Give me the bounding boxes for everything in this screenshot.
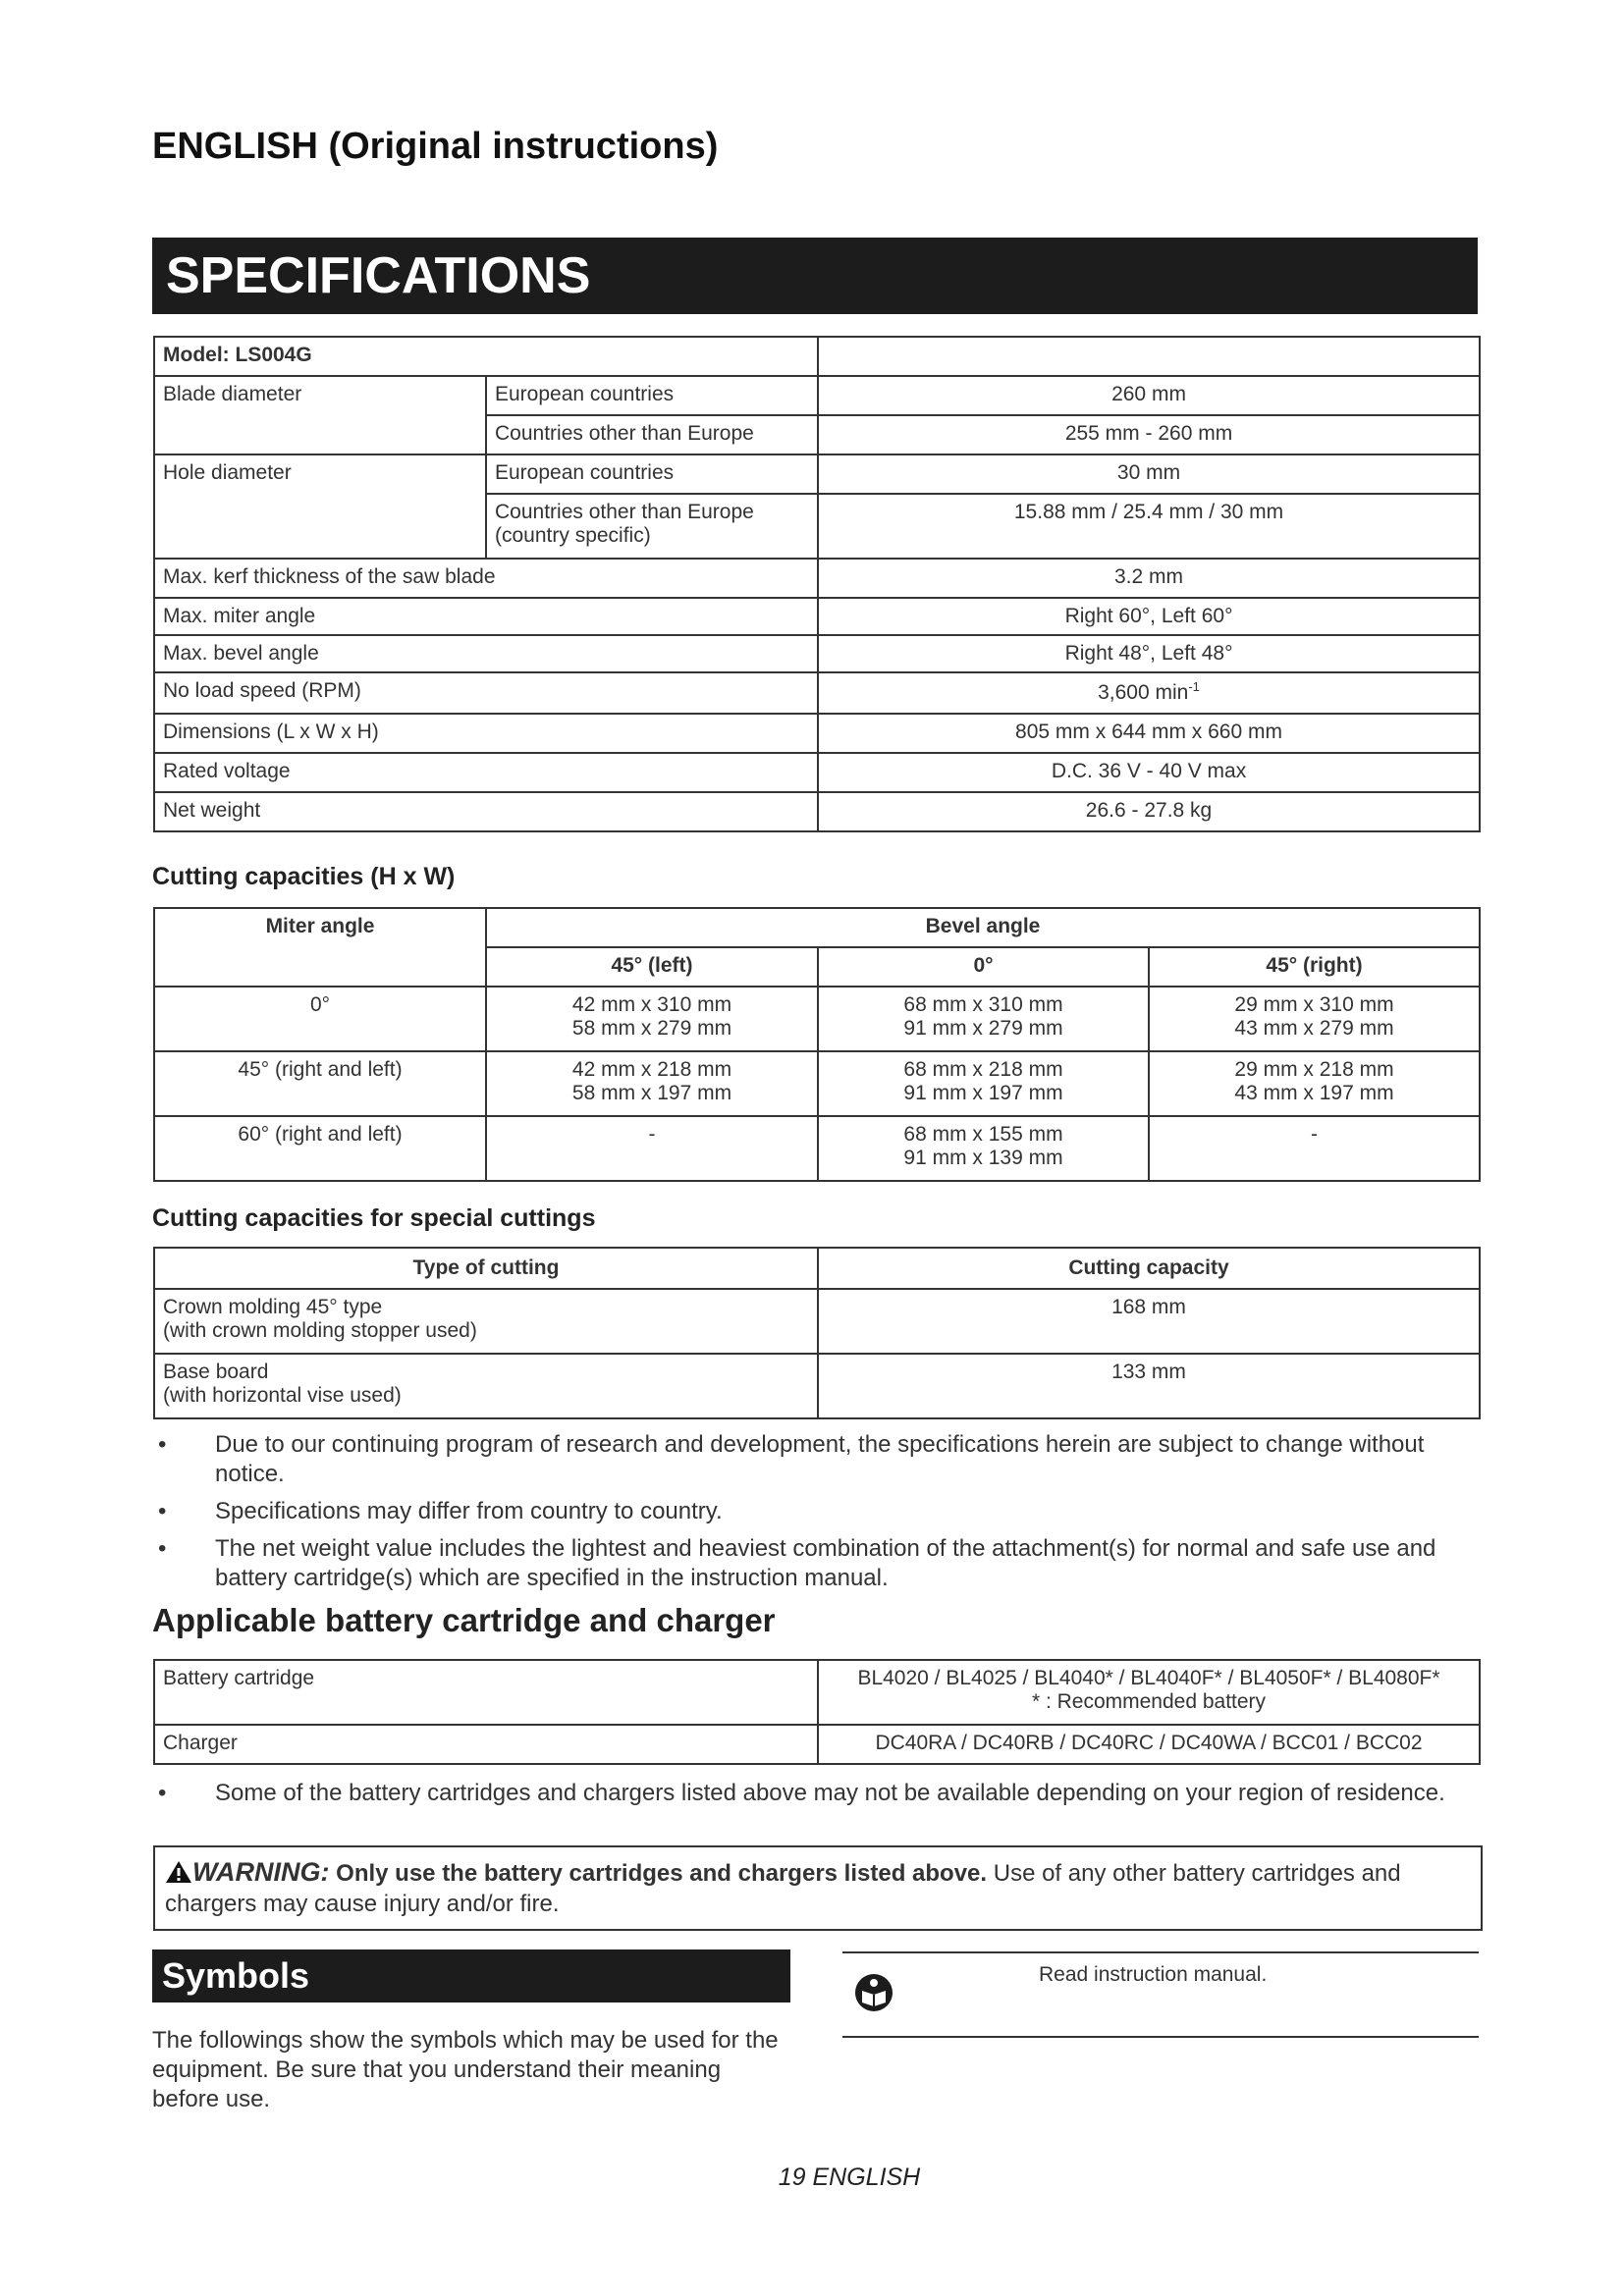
dimensions-value: 805 mm x 644 mm x 660 mm xyxy=(818,714,1480,753)
symbols-intro: The followings show the symbols which may be used for the equipment. Be sure that you understand their meaning before use. xyxy=(152,2027,779,2112)
kerf-label: Max. kerf thickness of the saw blade xyxy=(154,559,818,598)
hole-eu-value: 30 mm xyxy=(818,454,1480,494)
warning-label: WARNING: xyxy=(192,1857,330,1887)
special-cuttings-table xyxy=(153,1247,1481,1419)
bevel-value: Right 48°, Left 48° xyxy=(818,635,1480,672)
model-cell: Model: LS004G xyxy=(154,337,818,376)
specifications-table xyxy=(153,336,1481,832)
miter-angle-header: Miter angle xyxy=(154,908,486,987)
type-of-cutting-header: Type of cutting xyxy=(154,1248,818,1289)
warning-text: Use of any other battery cartridges and chargers may cause injury and/or fire. xyxy=(165,1860,1401,1917)
hole-diameter-label: Hole diameter xyxy=(154,454,486,559)
battery-table xyxy=(153,1659,1481,1765)
bevel-col-right: 45° (right) xyxy=(1149,947,1480,987)
hole-other-value: 15.88 mm / 25.4 mm / 30 mm xyxy=(818,494,1480,559)
battery-notes xyxy=(152,1779,1478,1816)
charger-value: DC40RA / DC40RB / DC40RC / DC40WA / BCC01 / BCC02 xyxy=(818,1725,1480,1764)
blade-diameter-label: Blade diameter xyxy=(154,376,486,454)
list-item: • The net weight value includes the lightest and heaviest combination of the attachment(s) for normal and safe use and battery cartridge(s) which are specified in the instruction manual. xyxy=(152,1534,1478,1593)
list-item: • Due to our continuing program of research and development, the specifications herein are subject to change without notice. xyxy=(152,1430,1478,1489)
specifications-banner: SPECIFICATIONS xyxy=(152,238,1478,314)
battery-cartridge-value: BL4020 / BL4025 / BL4040* / BL4040F* / BL4050F* / BL4080F* * : Recommended battery xyxy=(818,1660,1480,1725)
battery-heading: Applicable battery cartridge and charger xyxy=(152,1602,776,1638)
battery-cartridge-label: Battery cartridge xyxy=(154,1660,818,1725)
symbol-row xyxy=(842,1951,1479,2038)
cutting-capacity-header: Cutting capacity xyxy=(818,1248,1480,1289)
table-row: 0° 42 mm x 310 mm 58 mm x 279 mm 68 mm x 310 mm 91 mm x 279 mm 29 mm x 310 mm 43 mm x 279 mm xyxy=(154,987,1480,1051)
kerf-value: 3.2 mm xyxy=(818,559,1480,598)
weight-label: Net weight xyxy=(154,792,818,831)
hole-other-label: Countries other than Europe (country specific) xyxy=(486,494,818,559)
special-cuttings-heading: Cutting capacities for special cuttings xyxy=(152,1204,596,1232)
blade-other-label: Countries other than Europe xyxy=(486,415,818,454)
cutting-capacities-table xyxy=(153,907,1481,1182)
bevel-label: Max. bevel angle xyxy=(154,635,818,672)
read-manual-label: Read instruction manual. xyxy=(1039,1963,1268,1986)
table-row: 45° (right and left) 42 mm x 218 mm 58 mm x 197 mm 68 mm x 218 mm 91 mm x 197 mm 29 mm x 218 mm 43 mm x 197 mm xyxy=(154,1051,1480,1116)
language-header: ENGLISH (Original instructions) xyxy=(152,126,719,167)
page-number: 19 ENGLISH xyxy=(778,2163,921,2191)
miter-value: Right 60°, Left 60° xyxy=(818,598,1480,635)
bevel-col-zero: 0° xyxy=(818,947,1149,987)
symbols-banner: Symbols xyxy=(152,1949,790,2002)
speed-value: 3,600 $\min^{-1}$ xyxy=(818,672,1480,714)
read-manual-icon xyxy=(854,1973,893,2012)
blade-eu-label: European countries xyxy=(486,376,818,415)
table-row: Crown molding 45° type (with crown molding stopper used) 168 mm xyxy=(154,1289,1480,1354)
cutting-capacities-heading: Cutting capacities (H x W) xyxy=(152,863,456,890)
list-item: • Specifications may differ from country to country. xyxy=(152,1497,1478,1526)
voltage-value: D.C. 36 V - 40 V max xyxy=(818,753,1480,792)
warning-box xyxy=(153,1845,1483,1931)
list-item: • Some of the battery cartridges and chargers listed above may not be available depending on your region of residence. xyxy=(152,1779,1478,1808)
charger-label: Charger xyxy=(154,1725,818,1764)
miter-label: Max. miter angle xyxy=(154,598,818,635)
voltage-label: Rated voltage xyxy=(154,753,818,792)
bevel-angle-header: Bevel angle xyxy=(486,908,1480,947)
weight-value: 26.6 - 27.8 kg xyxy=(818,792,1480,831)
bevel-col-left: 45° (left) xyxy=(486,947,818,987)
specification-notes xyxy=(152,1430,1478,1601)
blade-other-value: 255 mm - 260 mm xyxy=(818,415,1480,454)
warning-strong-text: Only use the battery cartridges and chargers listed above. xyxy=(336,1860,988,1887)
warning-triangle-icon xyxy=(165,1860,192,1884)
hole-eu-label: European countries xyxy=(486,454,818,494)
table-row: Base board (with horizontal vise used) 133 mm xyxy=(154,1354,1480,1418)
blade-eu-value: 260 mm xyxy=(818,376,1480,415)
speed-label: No load speed (RPM) xyxy=(154,672,818,714)
dimensions-label: Dimensions (L x W x H) xyxy=(154,714,818,753)
table-row: 60° (right and left) - 68 mm x 155 mm 91 mm x 139 mm - xyxy=(154,1116,1480,1181)
